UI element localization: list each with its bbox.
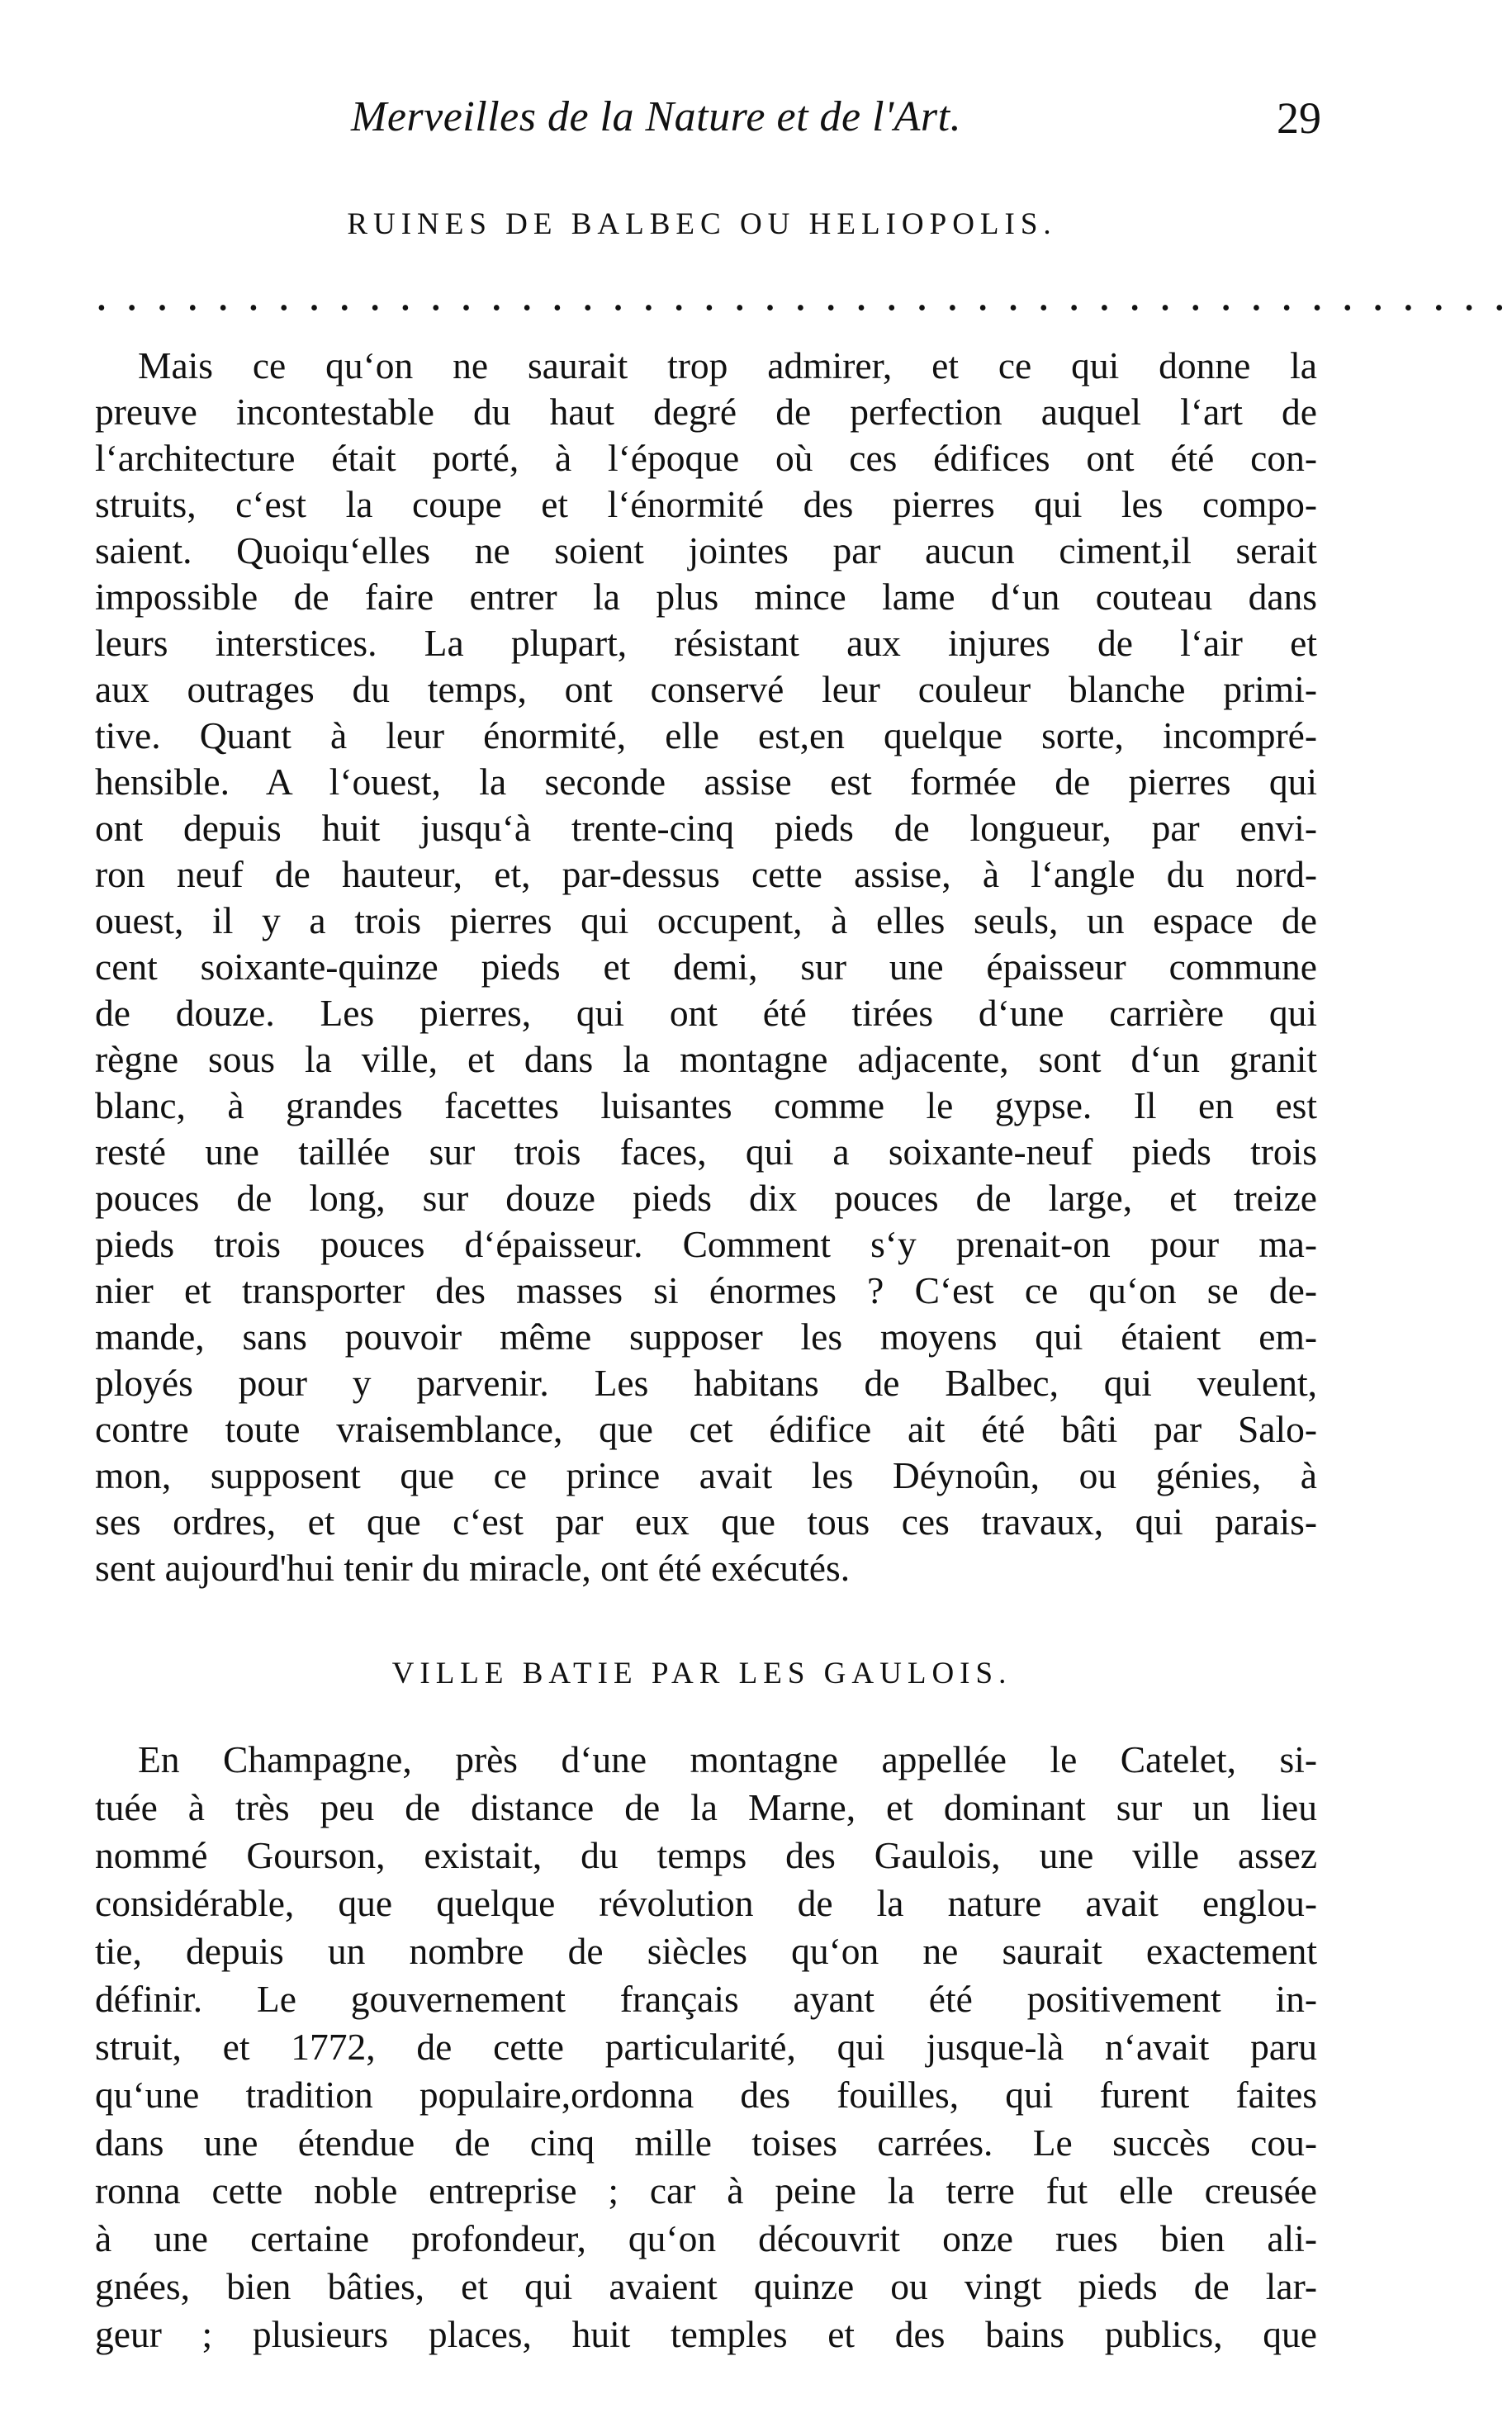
text-line: struit, et 1772, de cette particularité, qui jusque-là n‘avait paru	[95, 2026, 1317, 2068]
text-line: règne sous la ville, et dans la montagne adjacente, sont d‘un granit	[95, 1038, 1317, 1080]
text-line: leurs interstices. La plupart, résistant aux injures de l‘air et	[95, 622, 1317, 664]
text-line: nier et transporter des masses si énormes ? C‘est ce qu‘on se de-	[95, 1269, 1317, 1311]
text-line: En Champagne, près d‘une montagne appellée le Catelet, si-	[138, 1738, 1317, 1780]
text-line: définir. Le gouvernement français ayant été positivement in-	[95, 1978, 1317, 2020]
running-title: Merveilles de la Nature et de l'Art.	[351, 93, 962, 140]
text-line: gnées, bien bâties, et qui avaient quinze ou vingt pieds de lar-	[95, 2265, 1317, 2307]
text-line: ont depuis huit jusqu‘à trente-cinq pieds de longueur, par envi-	[95, 807, 1317, 849]
text-line: considérable, que quelque révolution de la nature avait englou-	[95, 1882, 1317, 1924]
text-line: Mais ce qu‘on ne saurait trop admirer, et ce qui donne la	[138, 344, 1317, 386]
text-line: nommé Gourson, existait, du temps des Gaulois, une ville assez	[95, 1834, 1317, 1876]
text-line: struits, c‘est la coupe et l‘énormité des pierres qui les compo-	[95, 483, 1317, 525]
section-heading-balbec: RUINES DE BALBEC OU HELIOPOLIS.	[347, 207, 1057, 241]
text-line: hensible. A l‘ouest, la seconde assise est formée de pierres qui	[95, 761, 1317, 803]
text-line: geur ; plusieurs places, huit temples et des bains publics, que	[95, 2313, 1317, 2355]
paragraph-balbec	[95, 343, 1317, 1591]
section-heading-gaulois: VILLE BATIE PAR LES GAULOIS.	[391, 1657, 1012, 1690]
dotted-separator: • • • • • • • • • • • • • • • • • • • • • • • • • • • • • • • • • • • • • • • • • • • • • • •	[97, 296, 1512, 321]
text-line: resté une taillée sur trois faces, qui a soixante-neuf pieds trois	[95, 1131, 1317, 1173]
text-line: aux outrages du temps, ont conservé leur couleur blanche primi-	[95, 668, 1317, 710]
paragraph-gaulois	[95, 1736, 1317, 2359]
text-line: tive. Quant à leur énormité, elle est,en quelque sorte, incompré-	[95, 714, 1317, 756]
text-line: ployés pour y parvenir. Les habitans de Balbec, qui veulent,	[95, 1362, 1317, 1404]
text-line: cent soixante-quinze pieds et demi, sur une épaisseur commune	[95, 946, 1317, 988]
text-line: contre toute vraisemblance, que cet édifice ait été bâti par Salo-	[95, 1408, 1317, 1450]
text-line: blanc, à grandes facettes luisantes comme le gypse. Il en est	[95, 1084, 1317, 1126]
text-line: dans une étendue de cinq mille toises carrées. Le succès cou-	[95, 2121, 1317, 2164]
text-line: sent aujourd'hui tenir du miracle, ont été exécutés.	[95, 1547, 851, 1589]
text-line: preuve incontestable du haut degré de perfection auquel l‘art de	[95, 391, 1317, 433]
text-line: ron neuf de hauteur, et, par-dessus cette assise, à l‘angle du nord-	[95, 853, 1317, 895]
text-line: pieds trois pouces d‘épaisseur. Comment s‘y prenait-on pour ma-	[95, 1223, 1317, 1265]
running-head	[99, 92, 1321, 150]
text-line: l‘architecture était porté, à l‘époque où ces édifices ont été con-	[95, 437, 1317, 479]
text-line: tie, depuis un nombre de siècles qu‘on ne saurait exactement	[95, 1930, 1317, 1972]
page-number: 29	[1277, 93, 1321, 143]
text-line: tuée à très peu de distance de la Marne, et dominant sur un lieu	[95, 1786, 1317, 1828]
text-line: impossible de faire entrer la plus mince lame d‘un couteau dans	[95, 576, 1317, 618]
text-line: à une certaine profondeur, qu‘on découvrit onze rues bien ali-	[95, 2217, 1317, 2259]
text-line: de douze. Les pierres, qui ont été tirées d‘une carrière qui	[95, 992, 1317, 1034]
text-line: mande, sans pouvoir même supposer les moyens qui étaient em-	[95, 1316, 1317, 1358]
text-line: saient. Quoiqu‘elles ne soient jointes par aucun ciment,il serait	[95, 529, 1317, 571]
text-line: ouest, il y a trois pierres qui occupent, à elles seuls, un espace de	[95, 899, 1317, 941]
text-line: ronna cette noble entreprise ; car à peine la terre fut elle creusée	[95, 2169, 1317, 2212]
text-line: mon, supposent que ce prince avait les Déynoûn, ou génies, à	[95, 1454, 1317, 1496]
text-line: qu‘une tradition populaire,ordonna des fouilles, qui furent faites	[95, 2074, 1317, 2116]
text-line: ses ordres, et que c‘est par eux que tous ces travaux, qui parais-	[95, 1500, 1317, 1543]
text-line: pouces de long, sur douze pieds dix pouces de large, et treize	[95, 1177, 1317, 1219]
